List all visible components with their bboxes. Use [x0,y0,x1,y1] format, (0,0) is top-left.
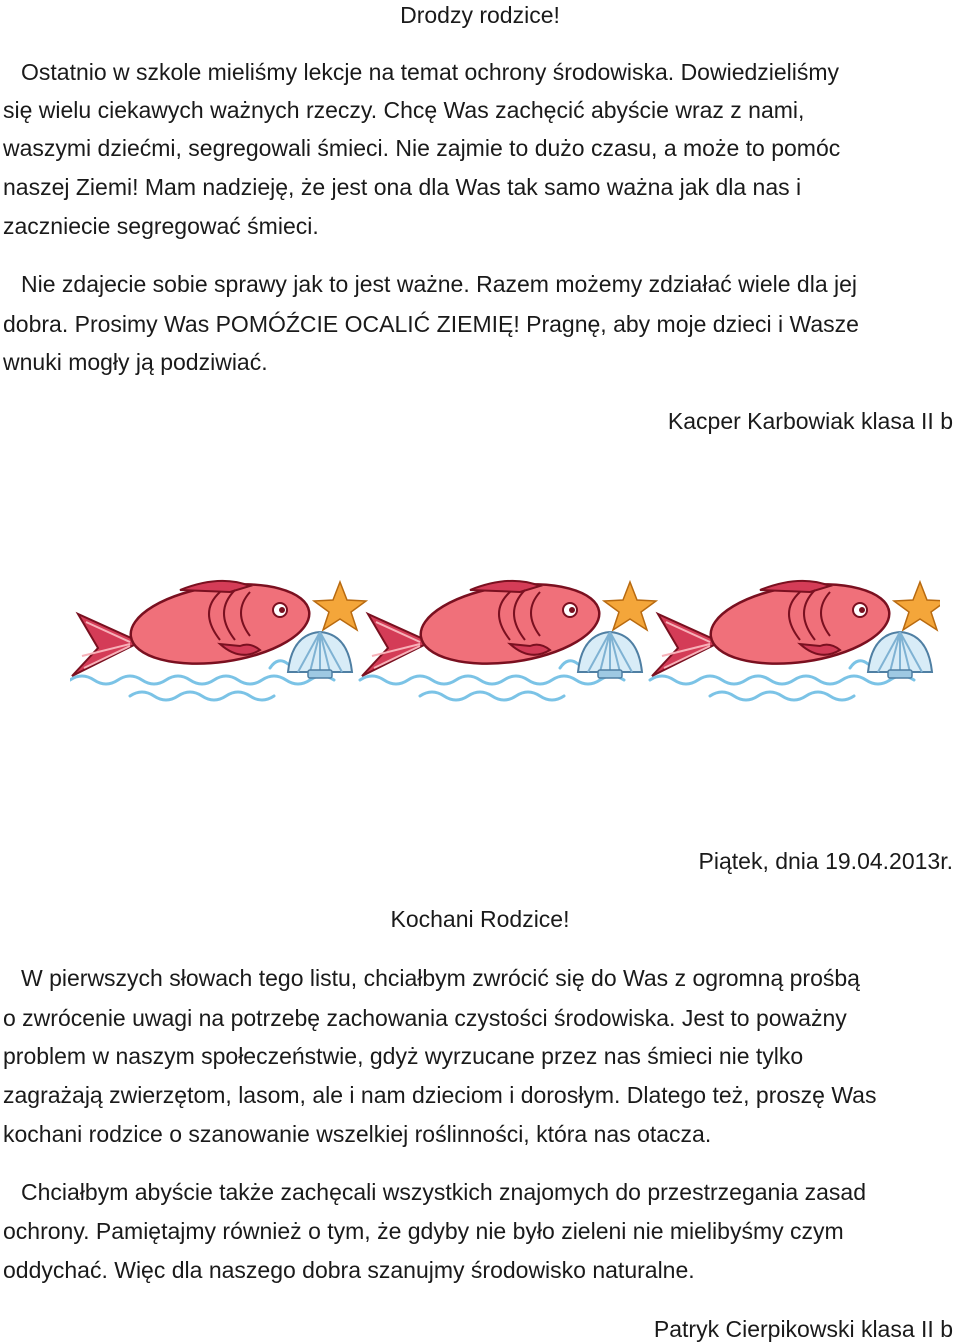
letter2-paragraph-line: kochani rodzice o szanowanie wszelkiej roślinności, która nas otacza. [3,1121,712,1147]
letter1-greeting: Drodzy rodzice! [400,2,560,28]
letter2-paragraph-line: problem w naszym społeczeństwie, gdyż wyrzucane przez nas śmieci nie tylko [3,1043,804,1069]
letter1-signature: Kacper Karbowiak klasa II b [667,408,953,434]
letter2-signature: Patryk Cierpikowski klasa II b [653,1316,953,1342]
letter1-paragraph-line: waszymi dziećmi, segregowali śmieci. Nie zajmie to dużo czasu, a może to pomóc [3,135,841,161]
letter2-paragraph-line: Chciałbym abyście także zachęcali wszystkich znajomych do przestrzegania zasad [21,1179,866,1205]
letter1-paragraph-line: naszej Ziemi! Mam nadzieję, że jest ona dla Was tak samo ważna jak dla nas i [3,174,802,200]
fish-icon [360,574,656,700]
fish-banner-illustration [70,572,940,707]
fish-icon [650,574,940,700]
letter1-paragraph-line: Nie zdajecie sobie sprawy jak to jest ważne. Razem możemy zdziałać wiele dla jej [21,271,858,297]
letter1-paragraph-line: się wielu ciekawych ważnych rzeczy. Chcę Was zachęcić abyście wraz z nami, [3,97,805,123]
letter2-paragraph-line: W pierwszych słowach tego listu, chciałbym zwrócić się do Was z ogromną prośbą [21,965,860,991]
letter1-paragraph-line: Ostatnio w szkole mieliśmy lekcje na temat ochrony środowiska. Dowiedzieliśmy [21,59,840,85]
letter2-date: Piątek, dnia 19.04.2013r. [698,848,953,874]
letter2-paragraph-line: o zwrócenie uwagi na potrzebę zachowania czystości środowiska. Jest to poważny [3,1005,847,1031]
fish-icon [70,574,366,700]
letter2-paragraph-line: ochrony. Pamiętajmy również o tym, że gdyby nie było zieleni nie mielibyśmy czym [3,1218,844,1244]
letter2-greeting: Kochani Rodzice! [390,906,570,932]
letter1-paragraph-line: wnuki mogły ją podziwiać. [3,349,268,375]
letter1-paragraph-line: zaczniecie segregować śmieci. [3,213,319,239]
letter2-paragraph-line: oddychać. Więc dla naszego dobra szanujmy środowisko naturalne. [3,1257,695,1283]
letter2-paragraph-line: zagrażają zwierzętom, lasom, ale i nam dzieciom i dorosłym. Dlatego też, proszę Was [3,1082,877,1108]
letter1-paragraph-line: dobra. Prosimy Was POMÓŹCIE OCALIĆ ZIEMIĘ! Pragnę, aby moje dzieci i Wasze [3,311,859,337]
